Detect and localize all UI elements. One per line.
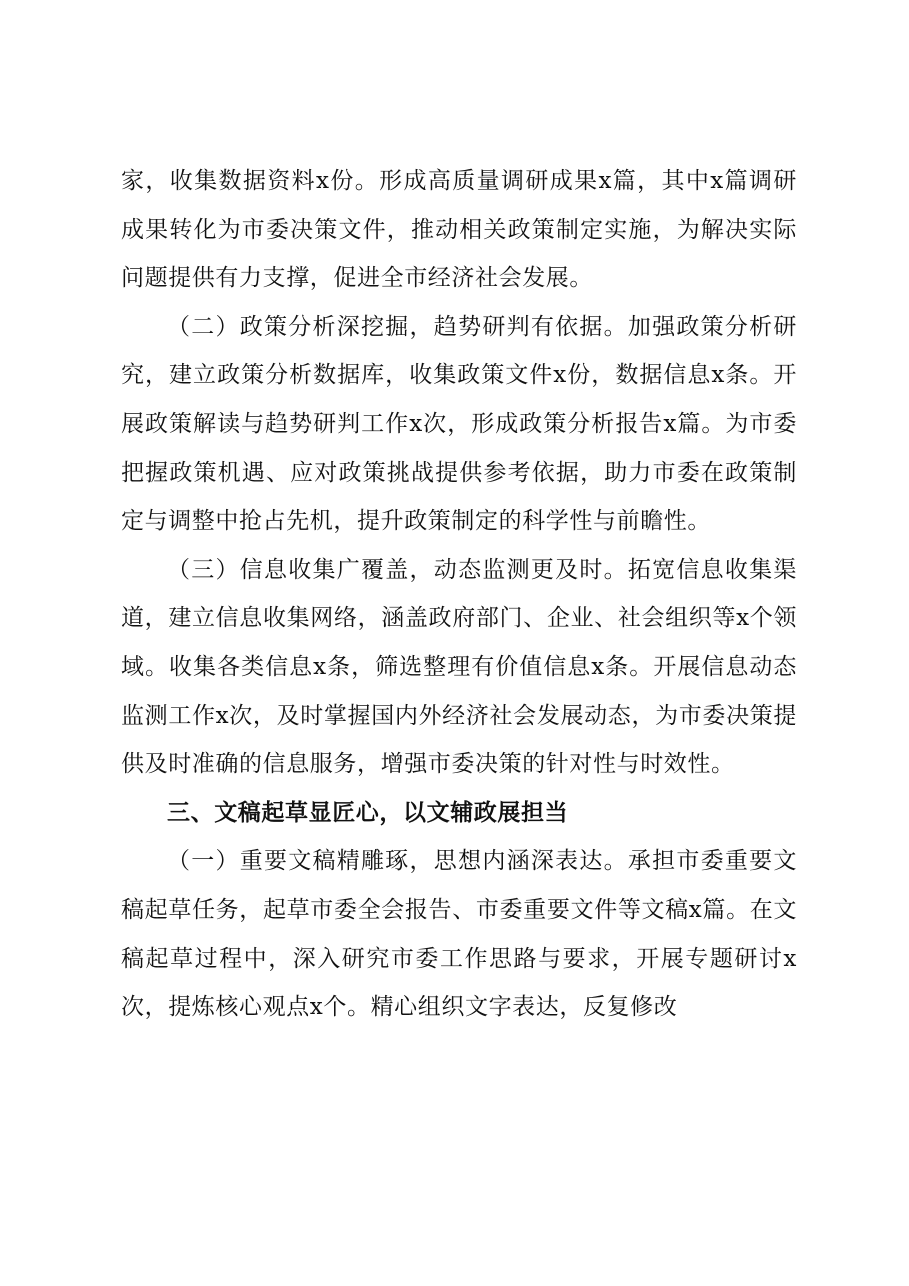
section-heading: 三、文稿起草显匠心，以文辅政展担当: [167, 799, 569, 826]
paragraph-information-collection: （三）信息收集广覆盖，动态监测更及时。拓宽信息收集渠道，建立信息收集网络，涵盖政府部门、企业、社会组织等x个领域。收集各类信息x条，筛选整理有价值信息x条。开展信息动态监测工作x次，及时掌握国内外经济社会发展动态，为市委决策提供及时准确的信息服务，增强市委决策的针对性与时效性。: [121, 556, 797, 778]
paragraph-policy-analysis: （二）政策分析深挖掘，趋势研判有依据。加强政策分析研究，建立政策分析数据库，收集政策文件x份，数据信息x条。开展政策解读与趋势研判工作x次，形成政策分析报告x篇。为市委把握政策机遇、应对政策挑战提供参考依据，助力市委在政策制定与调整中抢占先机，提升政策制定的科学性与前瞻性。: [121, 313, 797, 535]
paragraph-continuation: 家，收集数据资料x份。形成高质量调研成果x篇，其中x篇调研成果转化为市委决策文件，推动相关政策制定实施，为解决实际问题提供有力支撑，促进全市经济社会发展。: [121, 168, 797, 292]
document-body: [121, 157, 797, 1032]
paragraph-document-drafting: （一）重要文稿精雕琢，思想内涵深表达。承担市委重要文稿起草任务，起草市委全会报告、市委重要文件等文稿x篇。在文稿起草过程中，深入研究市委工作思路与要求，开展专题研讨x次，提炼核心观点x个。精心组织文字表达，反复修改: [121, 848, 797, 1021]
